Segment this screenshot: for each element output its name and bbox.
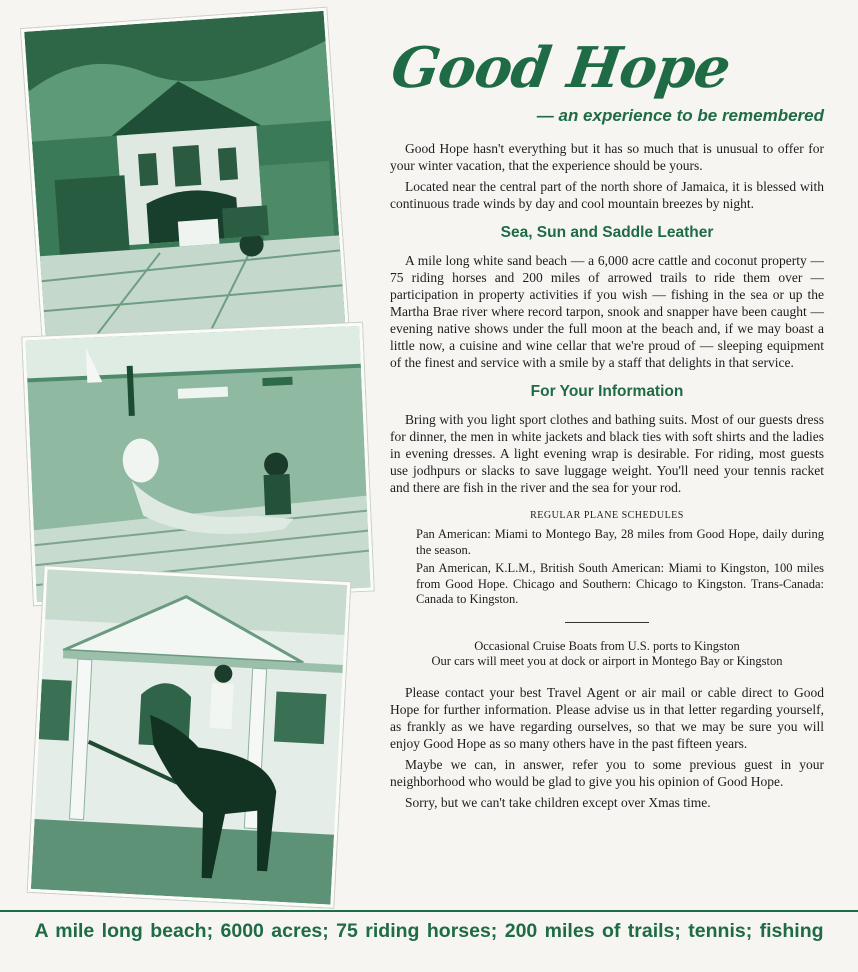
schedules-heading: REGULAR PLANE SCHEDULES bbox=[530, 510, 684, 521]
section-heading-information: For Your Information bbox=[530, 383, 684, 400]
brochure-tagline: — an experience to be remembered bbox=[536, 106, 824, 125]
intro-paragraph-2: Located near the central part of the north shore of Jamaica, it is blessed with continuous trade winds by day and cool mountain breezes by night. bbox=[390, 179, 824, 211]
section-heading-sea-sun: Sea, Sun and Saddle Leather bbox=[500, 224, 714, 241]
section-body-information: Bring with you light sport clothes and bathing suits. Most of our guests dress for dinner, the men in white jackets and black ties with soft shirts and the ladies in evening dresses. A light evening wrap is desirable. For riding, most guests use jodhpurs or slacks to save luggage weight. You'll need your tennis racket and there are fish in the river and the sea for your rod. bbox=[390, 412, 824, 495]
closing-paragraph-3: Sorry, but we can't take children except over Xmas time. bbox=[405, 794, 711, 810]
closing-paragraph-2: Maybe we can, in answer, refer you to some previous guest in your neighborhood who would be glad to give you his opinion of Good Hope. bbox=[390, 756, 824, 789]
cruise-line-1: Occasional Cruise Boats from U.S. ports to Kingston bbox=[474, 638, 740, 653]
section-body-sea-sun: A mile long white sand beach — a 6,000 acre cattle and coconut property — 75 riding horses and 200 miles of arrowed trails to ride them over — participation in property activities if you wish — fishing in the sea or up the Martha Brae river where record tarpon, snook and snapper have been caught — evening native shows under the full moon at the beach and, if we may boast a little now, a cuisine and wine cellar that we're proud of — sleeping equipment of the finest and service with a smile by a staff that delights in that service. bbox=[390, 253, 824, 370]
photo-house-rider bbox=[28, 566, 351, 908]
text-column bbox=[387, 35, 824, 815]
footer-banner: A mile long beach; 6000 acres; 75 riding horses; 200 miles of trails; tennis; fishing bbox=[34, 920, 824, 942]
footer-rule bbox=[0, 910, 858, 912]
closing-paragraph-1: Please contact your best Travel Agent or air mail or cable direct to Good Hope for further information. Please advise us in that letter regarding yourself, as frankly as we have regarding ourselves, so that we may be sure you will enjoy Good Hope as so many others have in the past fifteen years. bbox=[390, 684, 824, 751]
intro-paragraph-1: Good Hope hasn't everything but it has so much that is unusual to offer for your winter vacation, that the experience should be yours. bbox=[390, 141, 824, 173]
cruise-line-2: Our cars will meet you at dock or airport in Montego Bay or Kingston bbox=[431, 654, 783, 668]
schedule-item: Pan American, K.L.M., British South American: Miami to Kingston, 100 miles from Good Hope. Chicago and Southern: Chicago to Kingston. Trans-Canada: Canada to Kingston. bbox=[416, 561, 824, 606]
schedule-item: Pan American: Miami to Montego Bay, 28 miles from Good Hope, daily during the season. bbox=[416, 527, 824, 557]
divider bbox=[565, 622, 649, 623]
photo-estate-building bbox=[21, 8, 349, 355]
brochure-title: Good Hope bbox=[387, 35, 734, 101]
cruise-info bbox=[390, 639, 824, 670]
photo-beach-scene bbox=[22, 323, 373, 606]
